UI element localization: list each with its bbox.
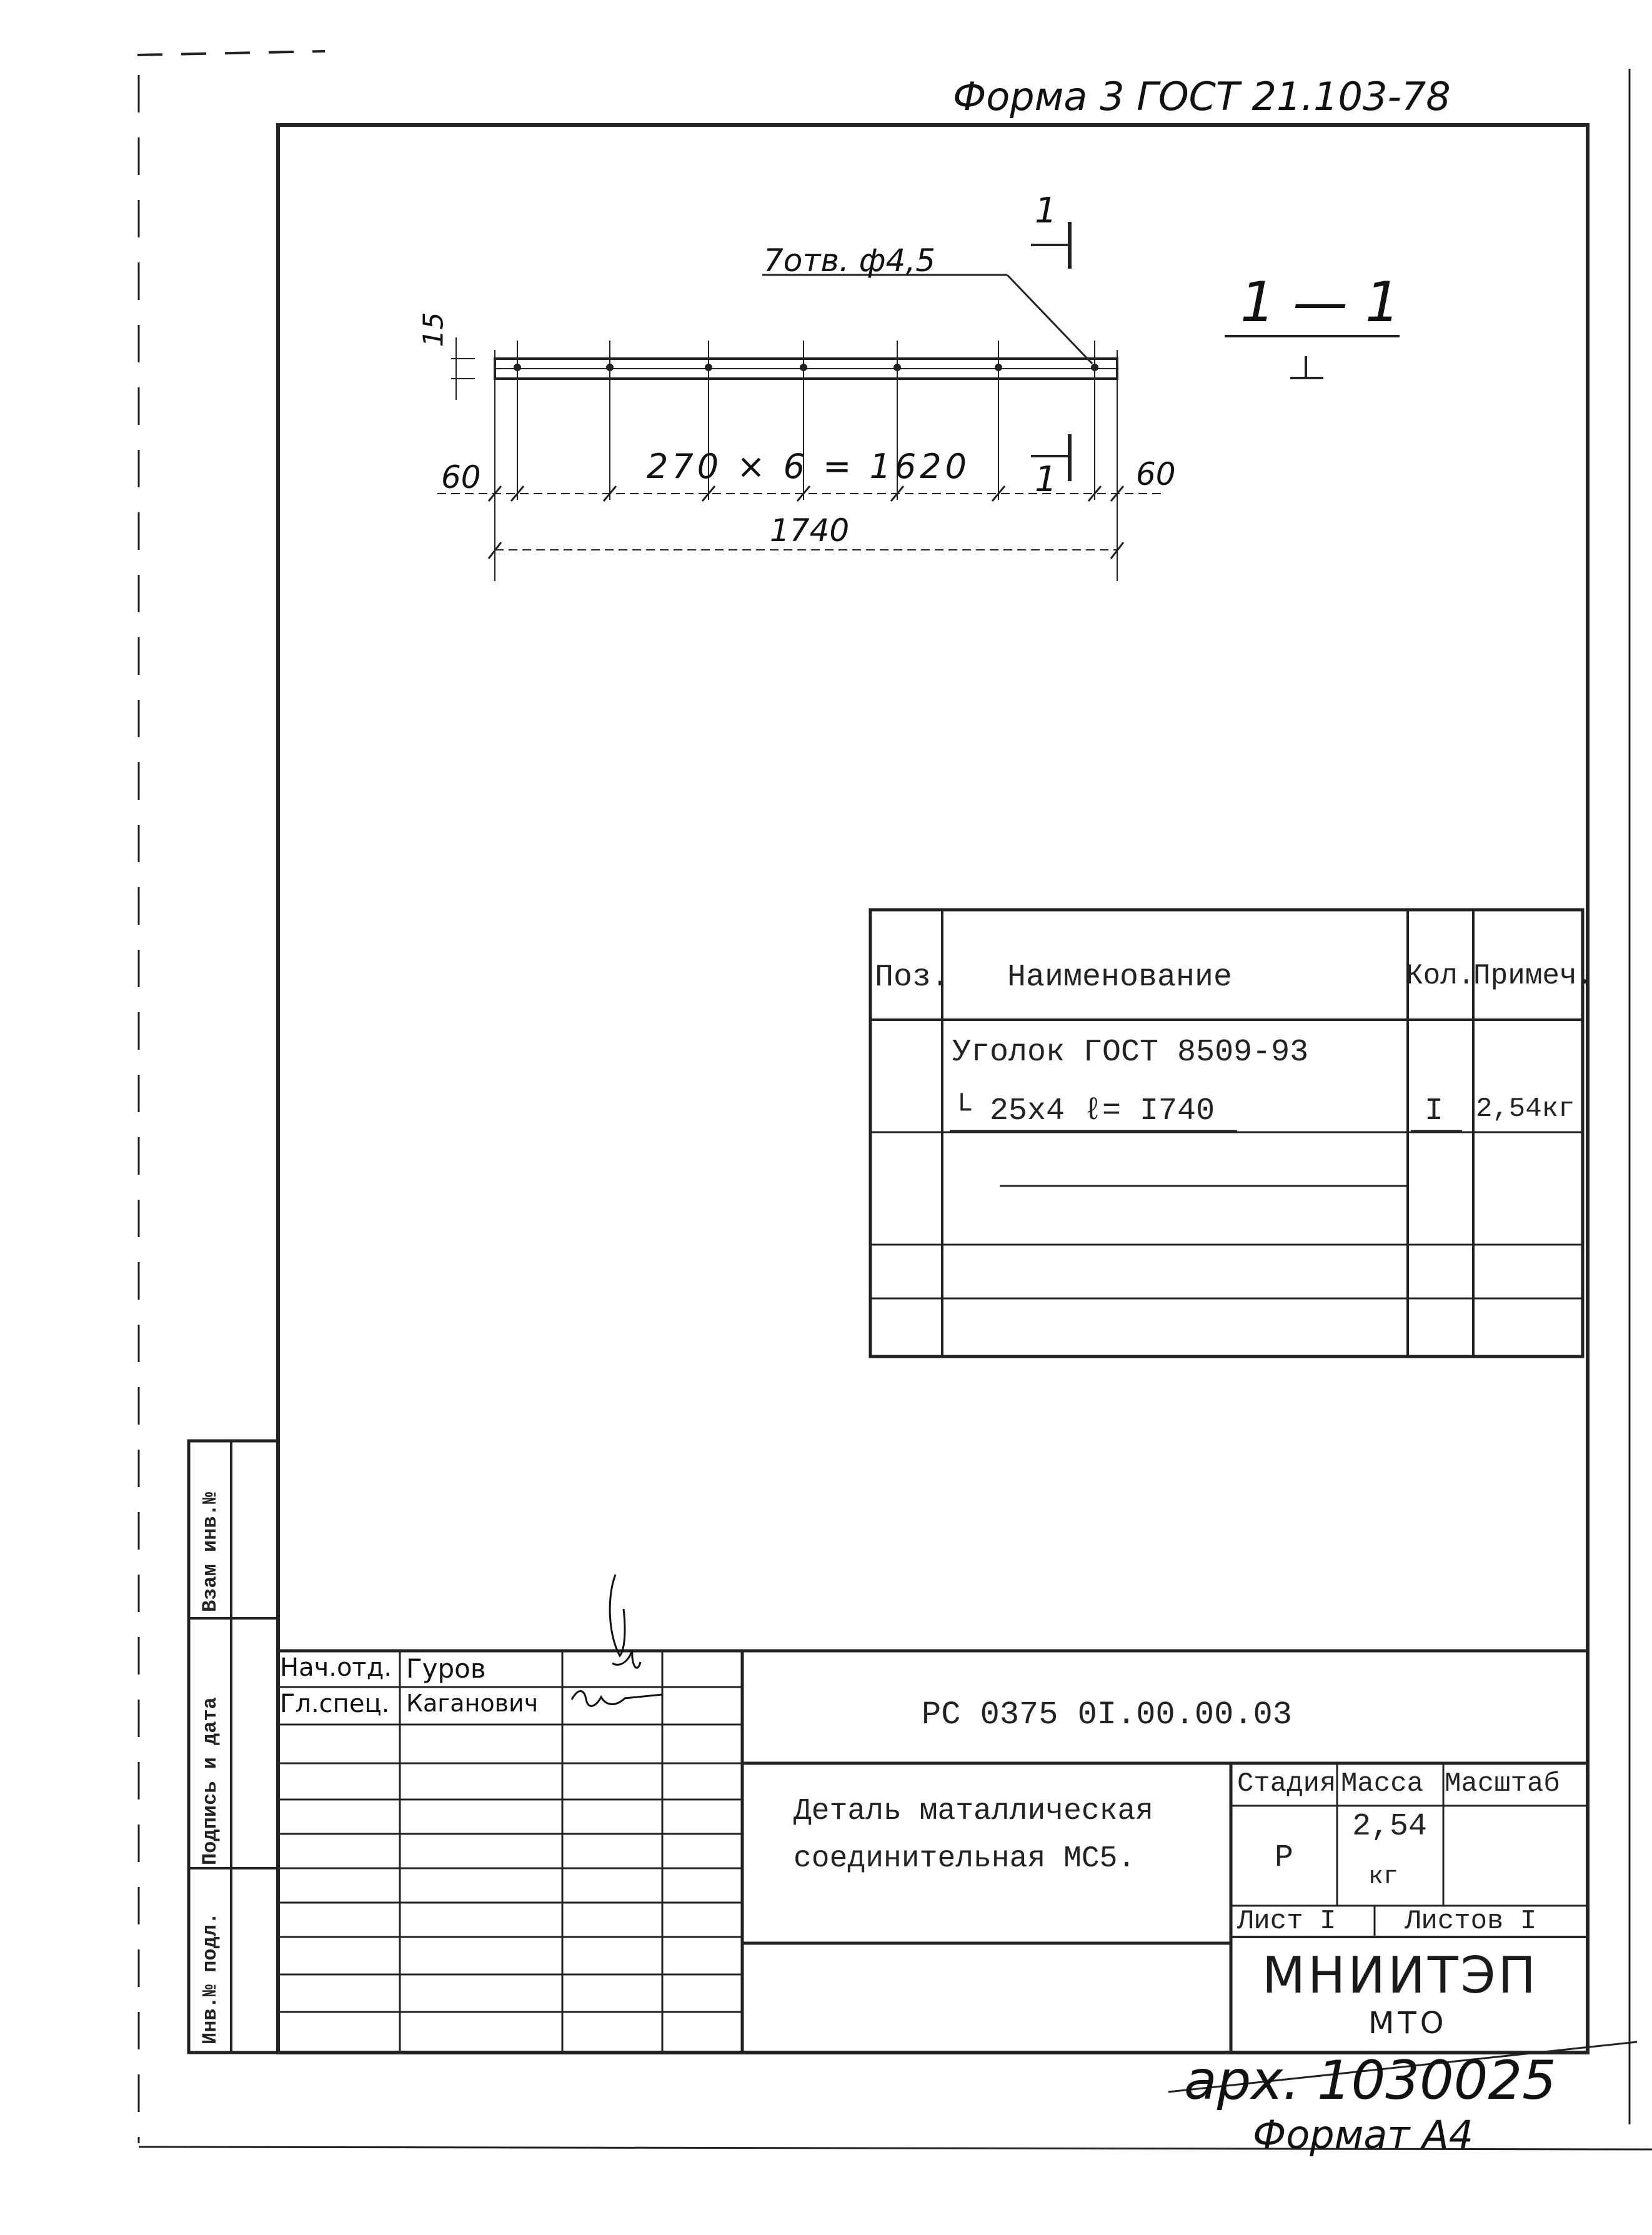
format-label: Формат А4 bbox=[1253, 2112, 1474, 2158]
spec-header-name: Наименование bbox=[1007, 960, 1233, 995]
signature-role-1: Нач.отд. bbox=[280, 1653, 392, 1682]
mass-unit: кг bbox=[1368, 1863, 1399, 1891]
holes-note: 7отв. ф4,5 bbox=[764, 242, 936, 279]
mass-value: 2,54 bbox=[1352, 1809, 1428, 1844]
form-note: Форма 3 ГОСТ 21.103-78 bbox=[953, 74, 1451, 119]
stage-label: Стадия bbox=[1237, 1768, 1336, 1799]
spec-row-2-name: └ 25х4 ℓ= I740 bbox=[952, 1093, 1215, 1129]
stage-value: Р bbox=[1275, 1840, 1294, 1876]
document-code: РС 0375 0I.00.00.03 bbox=[922, 1696, 1292, 1733]
spec-header-note: Примеч. bbox=[1473, 960, 1595, 992]
signature-name-2: Каганович bbox=[406, 1690, 539, 1717]
spec-header-qty: Кол. bbox=[1406, 960, 1475, 992]
organization-dept: МТО bbox=[1368, 2006, 1448, 2041]
signature-name-1: Гуров bbox=[406, 1653, 486, 1684]
description-line-1: Деталь маталлическая bbox=[794, 1794, 1154, 1828]
scale-label: Масштаб bbox=[1445, 1768, 1560, 1799]
spec-header-pos: Поз. bbox=[875, 960, 950, 995]
dim-total: 1740 bbox=[770, 512, 850, 549]
dim-mid: 270 × 6 = 1620 bbox=[647, 447, 971, 486]
sheets-label: Листов I bbox=[1405, 1906, 1537, 1937]
side-stamp-signature-date: Подпись и дата bbox=[199, 1697, 222, 1865]
dim-left: 60 bbox=[441, 459, 481, 495]
side-stamp-original-inv: Инв.№ подл. bbox=[199, 1912, 222, 2044]
signature-role-2: Гл.спец. bbox=[280, 1690, 390, 1718]
sheet-label: Лист I bbox=[1237, 1906, 1336, 1937]
spec-row-1-name: Уголок ГОСТ 8509-93 bbox=[952, 1035, 1309, 1070]
section-mark-top: 1 bbox=[1035, 191, 1057, 231]
spec-row-2-qty: I bbox=[1425, 1093, 1444, 1129]
section-mark-bottom: 1 bbox=[1035, 459, 1057, 500]
archive-number: арх. 1030025 bbox=[1184, 2049, 1556, 2112]
section-title: 1 — 1 bbox=[1240, 270, 1400, 334]
mass-label: Масса bbox=[1341, 1768, 1424, 1799]
side-stamp-replaced-inv: Взам инв.№ bbox=[199, 1491, 222, 1612]
organization-name: МНИИТЭП bbox=[1262, 1946, 1538, 2004]
description-line-2: соединительная МС5. bbox=[794, 1842, 1136, 1876]
spec-row-2-note: 2,54кг bbox=[1476, 1093, 1575, 1125]
dim-thickness: 15 bbox=[417, 312, 450, 347]
dim-right: 60 bbox=[1136, 456, 1176, 492]
